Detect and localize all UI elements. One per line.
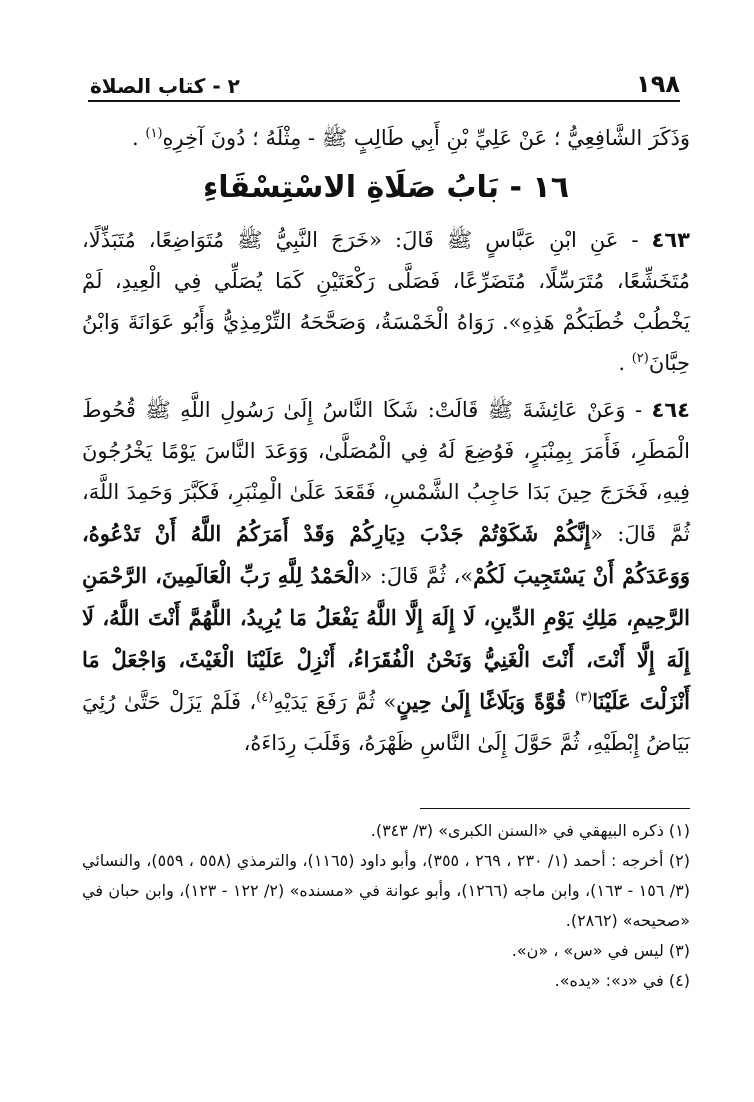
book-section-title: ٢ - كتاب الصلاة <box>90 74 240 98</box>
footnote-2: (٢) أخرجه : أحمد (١/ ٢٣٠ ، ٢٦٩ ، ٣٥٥)، وأبو داود (١١٦٥)، والترمذي (٥٥٨ ، ٥٥٩)، والنسائي (٣/ ١٥٦ - ١٦٣)، وابن ماجه (١٢٦٦)، وأبو عوانة في «مسنده» (٢/ ١٢٢ - ١٢٣)، وابن حبان في «صحيحه» (٢٨٦٢). <box>82 851 691 930</box>
running-header <box>90 58 680 98</box>
footnote-ref-1: (١) <box>145 126 163 141</box>
hadith-463 <box>82 220 690 384</box>
footnote-3: (٣) ليس في «س» ، «ن». <box>511 941 690 960</box>
footnote-divider <box>420 808 690 809</box>
footnote-ref-4: (٤) <box>256 690 274 705</box>
footnotes <box>82 816 690 996</box>
hadith-number: ٤٦٤ <box>651 398 690 422</box>
intro-paragraph <box>82 118 690 159</box>
page-number: ١٩٨ <box>636 70 680 98</box>
hadith-text: - وَعَنْ عَائِشَةَ ﷺ قَالَتْ: شَكَا النَّاسُ إِلَىٰ رَسُولِ اللَّهِ ﷺ قُحُوطَ الْمَطَرِ، فَأَمَرَ بِمِنْبَرٍ، فَوُضِعَ لَهُ فِي الْمُصَلَّىٰ، وَوَعَدَ النَّاسَ يَوْمًا يَخْرُجُونَ فِيهِ، فَخَرَجَ حِينَ بَدَا حَاجِبُ الشَّمْسِ، فَقَعَدَ عَلَىٰ الْمِنْبَرِ، فَكَبَّرَ وَحَمِدَ اللَّهَ، ثُمَّ قَالَ: « <box>82 398 690 546</box>
quoted-speech: إِنَّكُمْ شَكَوْتُمْ جَدْبَ دِيَارِكُمْ وَقَدْ أَمَرَكُمُ اللَّهُ أَنْ تَدْعُوهُ، وَوَعَدَكُمْ أَنْ يَسْتَجِيبَ لَكُمْ <box>82 521 691 588</box>
hadith-text: - عَنِ ابْنِ عَبَّاسٍ ﷺ قَالَ: «خَرَجَ النَّبِيُّ ﷺ مُتَوَاضِعًا، مُتَبَذِّلًا، مُتَخَشِّعًا، مُتَرَسِّلًا، مُتَضَرِّعًا، فَصَلَّى رَكْعَتَيْنِ كَمَا يُصَلِّي فِي الْعِيدِ، لَمْ يَخْطُبْ خُطَبَكُمْ هَذِهِ». رَوَاهُ الْخَمْسَةُ، وَصَحَّحَهُ التِّرْمِذِيُّ وَأَبُو عَوَانَةَ وَابْنُ حِبَّانَ <box>82 228 690 375</box>
chapter-title: ١٦ - بَابُ صَلَاةِ الاسْتِسْقَاءِ <box>202 170 570 205</box>
footnote-ref-2: (٢) <box>631 351 649 366</box>
footnote-ref-3: (٣) <box>575 690 593 705</box>
quoted-supplication-end: قُوَّةً وَبَلَاغًا إِلَىٰ حِينٍ <box>396 689 576 714</box>
hadith-text: »، ثُمَّ قَالَ: « <box>359 564 474 588</box>
hadith-end: . <box>618 351 632 375</box>
intro-end: . <box>132 126 146 150</box>
header-divider <box>88 100 680 102</box>
footnote-1: (١) ذكره البيهقي في «السنن الكبرى» (٣/ ٣٤٣). <box>370 821 690 840</box>
hadith-text: » ثُمَّ رَفَعَ يَدَيْهِ <box>273 690 397 714</box>
footnote-4: (٤) في «د»: «يده». <box>554 971 690 990</box>
quoted-supplication: الْحَمْدُ لِلَّهِ رَبِّ الْعَالَمِينَ، الرَّحْمَنِ الرَّحِيمِ، مَلِكِ يَوْمِ الدِّينِ، لَا إِلَهَ إِلَّا اللَّهُ يَفْعَلُ مَا يُرِيدُ، اللَّهُمَّ أَنْتَ اللَّهُ، لَا إِلَهَ إِلَّا أَنْتَ، أَنْتَ الْغَنِيُّ وَنَحْنُ الْفُقَرَاءُ، أَنْزِلْ عَلَيْنَا الْغَيْثَ، وَاجْعَلْ مَا أَنْزَلْتَ عَلَيْنَا <box>82 563 691 714</box>
hadith-text: ، فَلَمْ يَزَلْ حَتَّىٰ رُئِيَ بَيَاضُ إِبْطَيْهِ، ثُمَّ حَوَّلَ إِلَىٰ النَّاسِ ظَهْرَهُ، وَقَلَبَ رِدَاءَهُ، <box>82 690 690 755</box>
hadith-number: ٤٦٣ <box>651 228 690 252</box>
intro-line: وَذَكَرَ الشَّافِعِيُّ ؛ عَنْ عَلِيِّ بْنِ أَبِي طَالِبٍ ﷺ - مِثْلَهُ ؛ دُونَ آخِرِهِ <box>162 126 690 150</box>
hadith-464 <box>82 390 690 764</box>
main-text <box>82 118 690 764</box>
